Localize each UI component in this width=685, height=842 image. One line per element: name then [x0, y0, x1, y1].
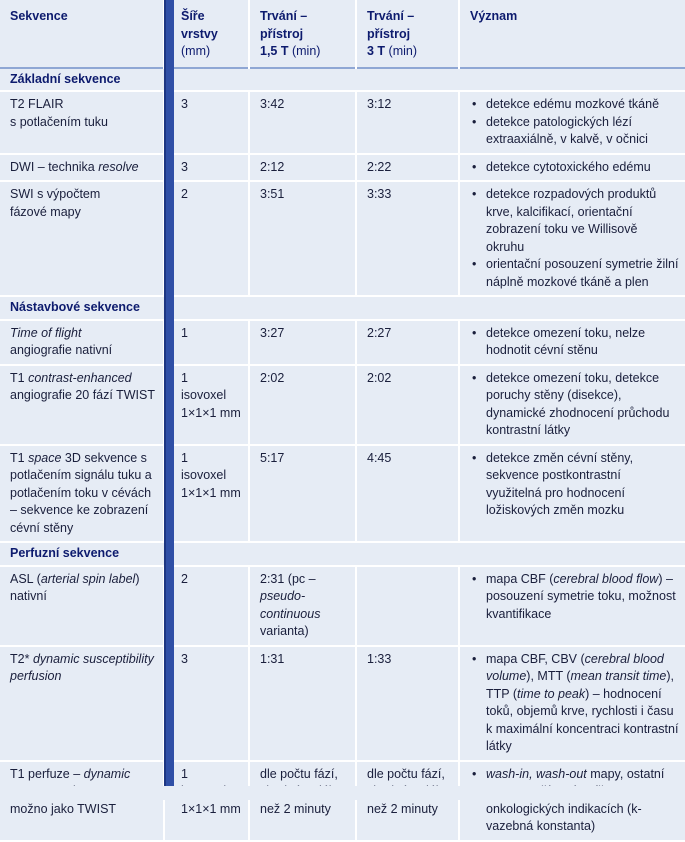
- table-row: [0, 154, 685, 182]
- duration-3t: 3:33: [356, 181, 459, 296]
- duration-3t: 2:02: [356, 365, 459, 445]
- table-row: [0, 566, 685, 646]
- slice-thickness: 1 isovoxel 1×1×1 mm: [164, 445, 249, 543]
- duration-3t: dle počtu fází, než 2 minuty: [356, 761, 459, 841]
- sequence-name: SWI s výpočtem fázové mapy: [0, 181, 164, 296]
- accent-divider-bar: [164, 0, 174, 786]
- meaning: [459, 566, 685, 646]
- slice-thickness: 3: [164, 91, 249, 154]
- list-item: • detekce omezení toku, nelze hodnotit cévní stěnu: [470, 325, 679, 360]
- slice-thickness: 3: [164, 154, 249, 182]
- slice-thickness: 1: [164, 320, 249, 365]
- slice-thickness: 3: [164, 646, 249, 761]
- list-item: • wash-in, wash-out mapy, ostatní onkologických indikacích (k-vazebná konstanta): [470, 766, 679, 836]
- list-item: • orientační posouzení symetrie žilní náplně mozkové tkáně a plen: [470, 256, 679, 291]
- list-item: • detekce rozpadových produktů krve, kalcifikací, orientační zobrazení toku ve Willisově okruhu: [470, 186, 679, 256]
- sequence-name: T2 FLAIR s potlačením tuku: [0, 91, 164, 154]
- header-duration-3t: Trvání – přístroj 3 T (min): [356, 0, 459, 68]
- list-item: • detekce cytotoxického edému: [470, 159, 679, 177]
- sequence-name: T1 contrast-enhanced angiografie 20 fází TWIST: [0, 365, 164, 445]
- sequence-name: ASL (arterial spin label) nativní: [0, 566, 164, 646]
- sequence-name: T1 space 3D sekvence s potlačením signálu tuku a potlačením toku v cévách – sekvence ke zobrazení cévní stěny: [0, 445, 164, 543]
- table-header-row: [0, 0, 685, 68]
- section-title: Perfuzní sekvence: [0, 542, 685, 566]
- duration-15t: 1:31: [249, 646, 356, 761]
- duration-3t: 2:27: [356, 320, 459, 365]
- bottom-margin: [0, 786, 685, 800]
- section-title: Základní sekvence: [0, 68, 685, 92]
- sequence-name: Time of flight angiografie nativní: [0, 320, 164, 365]
- section-title: Nástavbové sekvence: [0, 296, 685, 320]
- meaning: [459, 445, 685, 543]
- duration-15t: 5:17: [249, 445, 356, 543]
- sequence-name: T2* dynamic susceptibility perfusion: [0, 646, 164, 761]
- duration-15t: dle počtu fází, než 2 minuty: [249, 761, 356, 841]
- list-item: • detekce edému mozkové tkáně: [470, 96, 679, 114]
- duration-3t: 4:45: [356, 445, 459, 543]
- meaning: [459, 181, 685, 296]
- slice-thickness: 2: [164, 566, 249, 646]
- table-row: [0, 646, 685, 761]
- slice-thickness: 1 isovoxel 1×1×1 mm: [164, 365, 249, 445]
- section-row-extension: [0, 296, 685, 320]
- duration-15t: 2:31 (pc – pseudo-continuous varianta): [249, 566, 356, 646]
- duration-15t: 3:51: [249, 181, 356, 296]
- header-sequence: Sekvence: [0, 0, 164, 68]
- sequence-name: DWI – technika resolve: [0, 154, 164, 182]
- table-row: [0, 320, 685, 365]
- sequence-name: T1 perfuze – dynamic možno jako TWIST: [0, 761, 164, 841]
- header-duration-15t: Trvání – přístroj 1,5 T (min): [249, 0, 356, 68]
- list-item: • mapa CBF, CBV (cerebral blood volume), MTT (mean transit time), TTP (time to peak) – hodnocení toků, objemů krve, rychlosti i času k maximální koncentraci kontrastní látky: [470, 651, 679, 756]
- table-row: [0, 445, 685, 543]
- header-meaning: Význam: [470, 9, 518, 23]
- duration-3t: 2:22: [356, 154, 459, 182]
- meaning: [459, 761, 685, 841]
- list-item: • detekce omezení toku, detekce poruchy stěny (disekce), dynamické zhodnocení průchodu kontrastní látky: [470, 370, 679, 440]
- meaning: [459, 365, 685, 445]
- table-row: [0, 365, 685, 445]
- duration-3t: 3:12: [356, 91, 459, 154]
- duration-15t: 3:27: [249, 320, 356, 365]
- duration-15t: 2:12: [249, 154, 356, 182]
- slice-thickness: 1 1×1×1 mm: [164, 761, 249, 841]
- duration-15t: 2:02: [249, 365, 356, 445]
- meaning: [459, 91, 685, 154]
- table-row: [0, 181, 685, 296]
- list-item: • detekce patologických lézí extraaxiálně, v kalvě, v očnici: [470, 114, 679, 149]
- duration-3t: 1:33: [356, 646, 459, 761]
- table-row: [0, 761, 685, 841]
- list-item: • mapa CBF (cerebral blood flow) – posouzení symetrie toku, možnost kvantifikace: [470, 571, 679, 624]
- header-thickness: Šíře vrstvy (mm): [164, 0, 249, 68]
- meaning: [459, 154, 685, 182]
- list-item: • detekce změn cévní stěny, sekvence postkontrastní využitelná pro hodnocení ložiskových změn mozku: [470, 450, 679, 520]
- meaning: [459, 646, 685, 761]
- duration-15t: 3:42: [249, 91, 356, 154]
- table-row: [0, 91, 685, 154]
- section-row-basic: [0, 68, 685, 92]
- slice-thickness: 2: [164, 181, 249, 296]
- meaning: [459, 320, 685, 365]
- section-row-perfusion: [0, 542, 685, 566]
- duration-3t: [356, 566, 459, 646]
